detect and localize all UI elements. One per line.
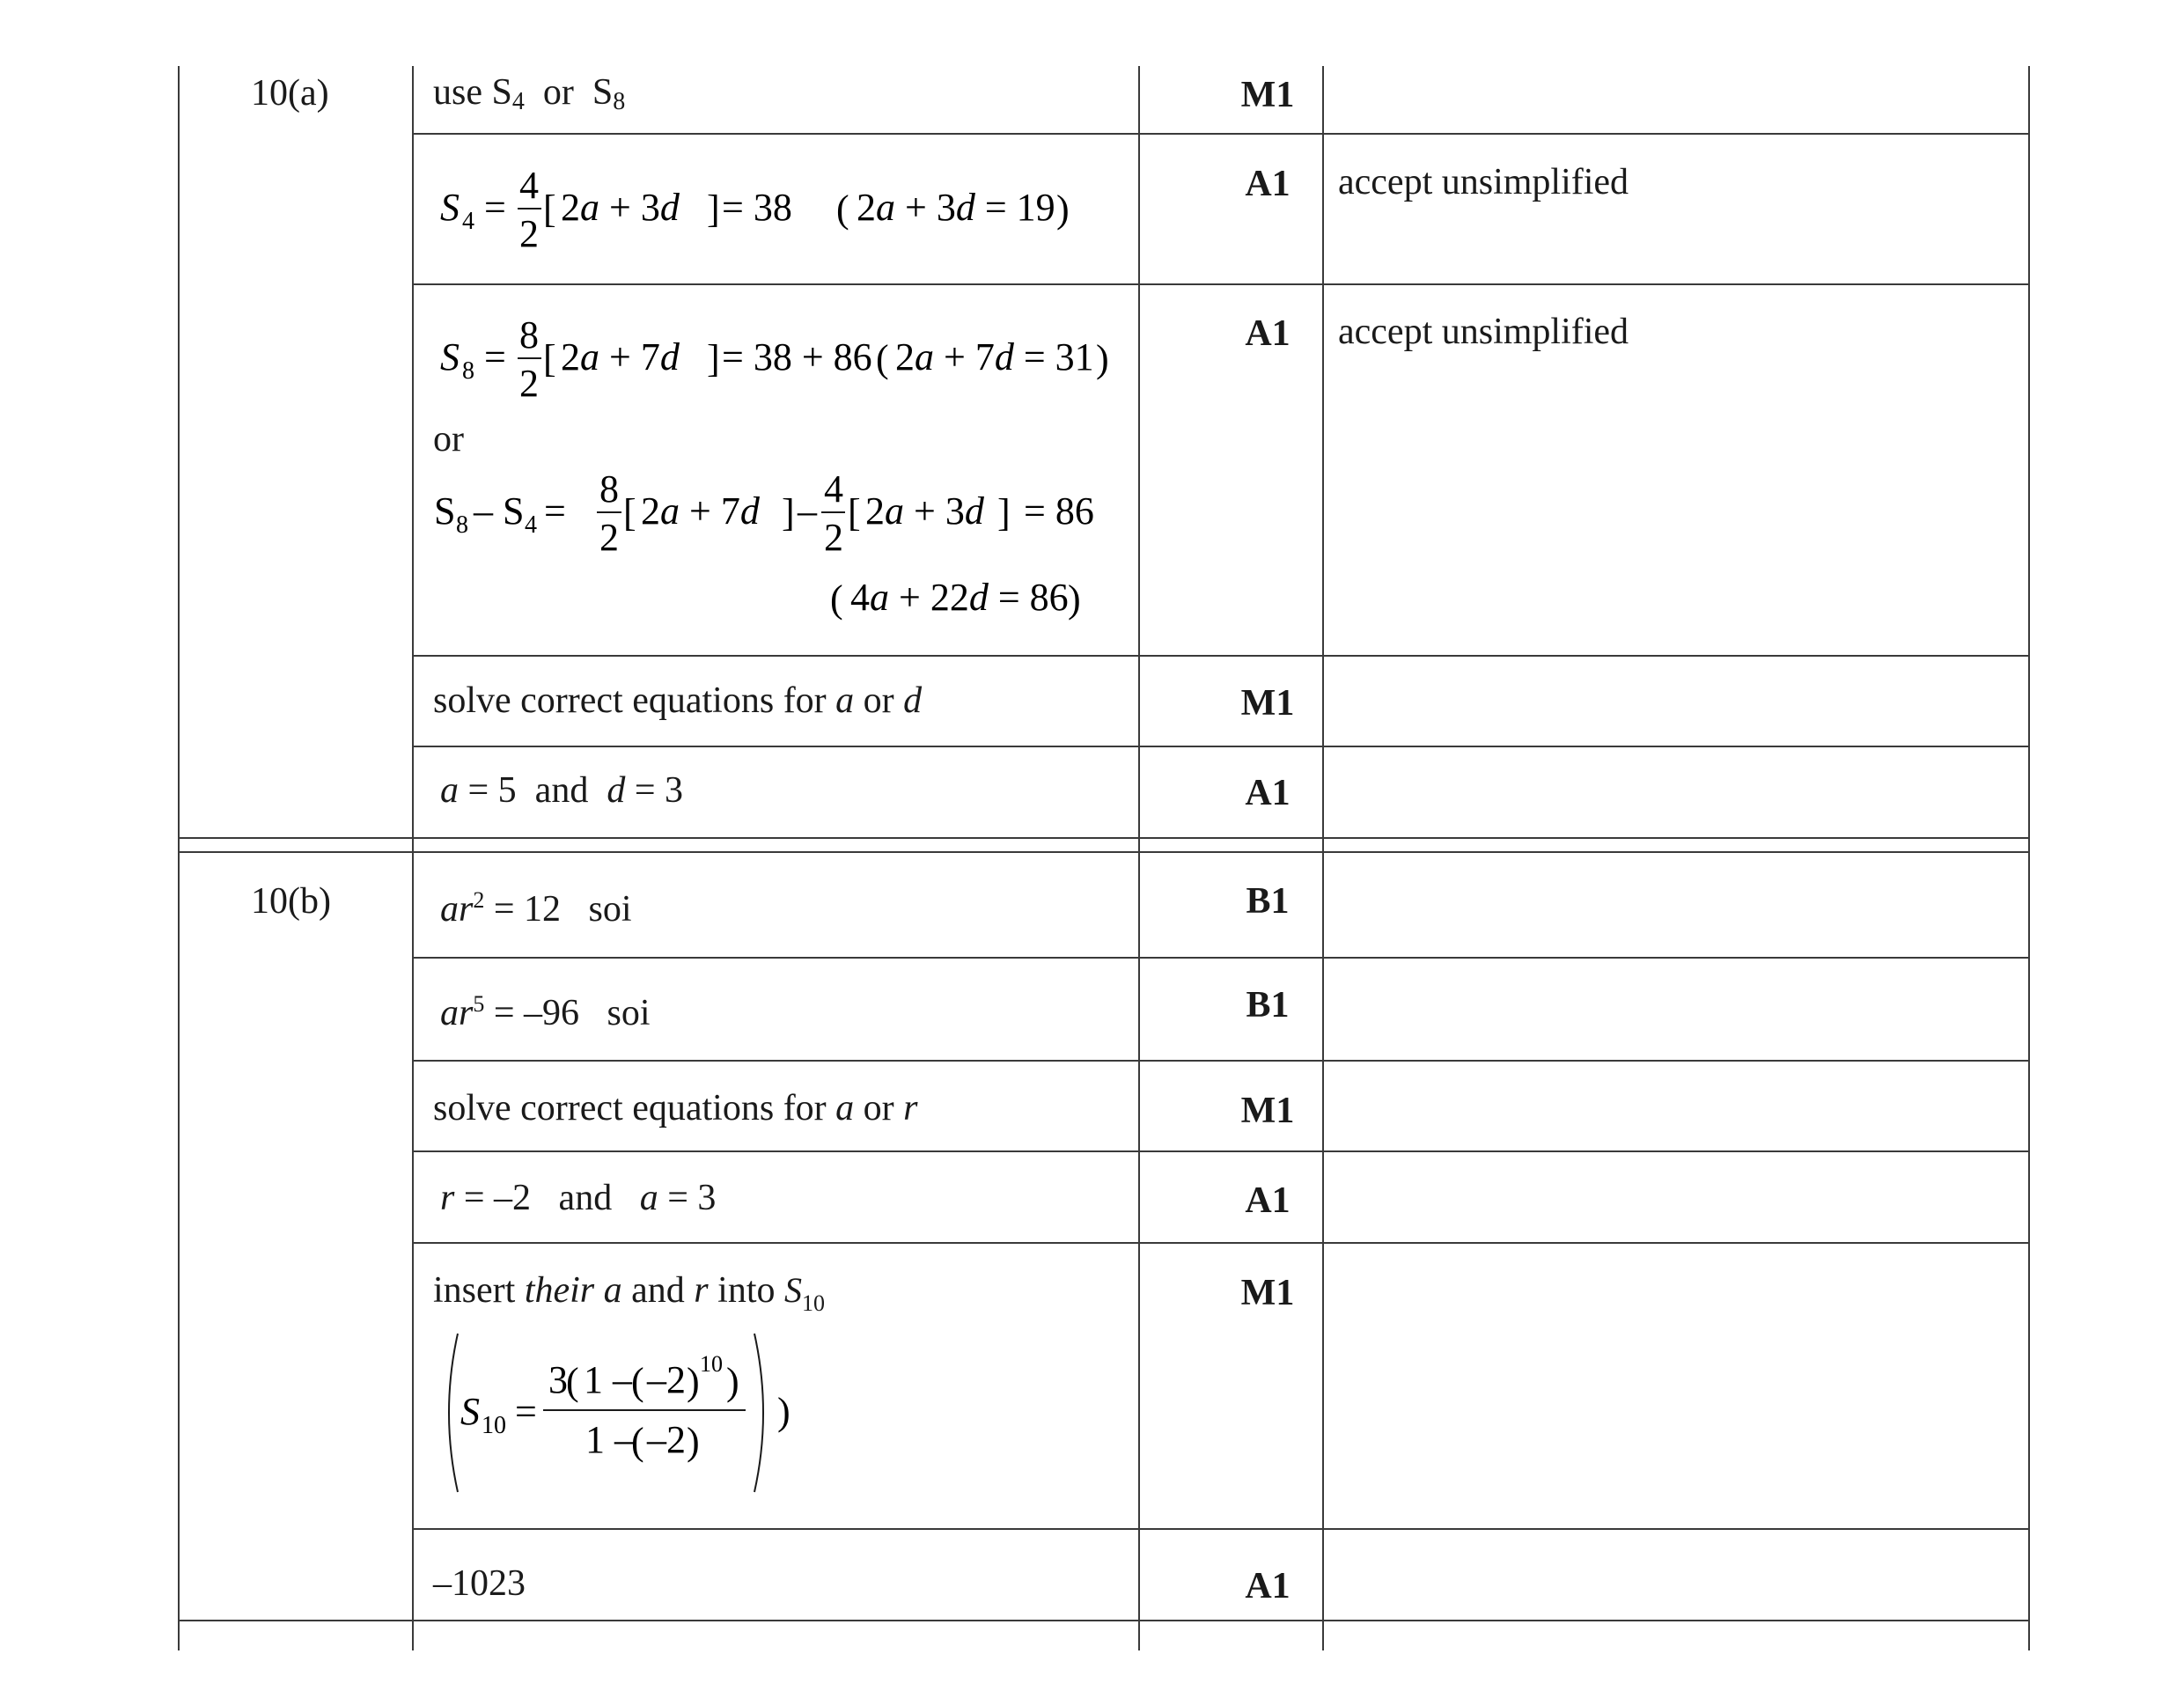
- equation-s8-minus-s4: [430, 462, 1125, 638]
- row-divider: [412, 655, 2030, 657]
- section-separator-top: [178, 837, 2030, 839]
- svg-text:): ): [726, 1360, 739, 1403]
- svg-text:(: (: [631, 1420, 644, 1463]
- answer-insert-their-a-r: insert their a and r into $S_{10}$: [433, 1270, 825, 1316]
- svg-text:): ): [1068, 577, 1081, 621]
- svg-text:– S: – S: [474, 489, 525, 533]
- note-accept-unsimplified: accept unsimplified: [1338, 312, 1629, 352]
- svg-text:3: 3: [548, 1358, 568, 1401]
- table-bottom-line: [178, 1620, 2030, 1621]
- table-border-left-a: [178, 66, 180, 848]
- svg-text:= 38 + 86: = 38 + 86: [722, 335, 872, 379]
- row-divider: [412, 283, 2030, 285]
- svg-text:10: 10: [700, 1351, 723, 1377]
- svg-text:= 86: = 86: [1024, 489, 1094, 533]
- row-divider: [412, 746, 2030, 747]
- row-divider: [412, 1150, 2030, 1152]
- svg-text:1 –: 1 –: [585, 1418, 634, 1461]
- svg-text:2a + 3d: 2a + 3d: [865, 489, 984, 533]
- equation-s10: [436, 1320, 805, 1505]
- question-id-10a: 10(a): [251, 73, 329, 114]
- row-divider: [412, 133, 2030, 135]
- svg-text:): ): [1056, 187, 1070, 231]
- bottom-stub: [178, 1620, 180, 1644]
- or-label: or: [433, 419, 464, 459]
- bottom-stub: [2028, 1620, 2030, 1644]
- svg-text:2a + 7d: 2a + 7d: [561, 335, 680, 379]
- svg-text:S: S: [460, 1390, 480, 1433]
- row-divider: [412, 1060, 2030, 1062]
- svg-text:4: 4: [519, 164, 539, 207]
- answer-minus-1023: –1023: [433, 1563, 526, 1604]
- svg-text:[: [: [623, 491, 636, 534]
- svg-text:S: S: [434, 489, 456, 533]
- svg-text:(: (: [836, 187, 849, 231]
- svg-text:4: 4: [824, 467, 843, 511]
- svg-text:): ): [1096, 337, 1109, 380]
- svg-text:): ): [687, 1420, 700, 1463]
- svg-text:–2: –2: [647, 1418, 686, 1461]
- table-col-divider-a1: [412, 66, 414, 848]
- note-accept-unsimplified: accept unsimplified: [1338, 162, 1629, 202]
- svg-text:(: (: [830, 577, 843, 621]
- svg-text:8: 8: [599, 467, 619, 511]
- mark-m1: M1: [1240, 683, 1295, 724]
- equation-s4: [436, 158, 1122, 264]
- section-separator-bottom: [178, 851, 2030, 853]
- svg-text:2a + 7d: 2a + 7d: [641, 489, 760, 533]
- svg-text:2: 2: [824, 516, 843, 559]
- svg-text:=: =: [484, 335, 506, 379]
- mark-m1: M1: [1240, 1273, 1295, 1313]
- mark-a1: A1: [1245, 1566, 1291, 1606]
- answer-solve-equations-a-d: solve correct equations for a or d: [433, 680, 923, 721]
- svg-text:2a + 3d: 2a + 3d: [561, 186, 680, 229]
- bottom-stub: [1138, 1620, 1140, 1644]
- svg-text:–: –: [798, 489, 817, 533]
- svg-text:4: 4: [462, 208, 474, 235]
- svg-text:2: 2: [519, 362, 539, 405]
- svg-text:(: (: [876, 337, 889, 380]
- table-col-divider-b1: [412, 848, 414, 1650]
- answer-a-5-d-3: a = 5 and d = 3: [440, 770, 684, 811]
- bottom-stub: [1322, 1620, 1324, 1644]
- svg-text:S: S: [440, 335, 460, 379]
- equation-s8: [436, 308, 1131, 414]
- mark-b1: B1: [1246, 985, 1290, 1025]
- table-border-right-a: [2028, 66, 2030, 848]
- mark-a1: A1: [1245, 313, 1291, 354]
- svg-text:]: ]: [707, 337, 720, 380]
- svg-text:10: 10: [482, 1412, 506, 1439]
- table-col-divider-b3: [1322, 848, 1324, 1650]
- svg-text:(: (: [566, 1360, 579, 1403]
- svg-text:4a + 22d = 86: 4a + 22d = 86: [850, 576, 1069, 619]
- svg-text:): ): [777, 1390, 791, 1433]
- svg-text:2a + 3d = 19: 2a + 3d = 19: [857, 186, 1055, 229]
- svg-text:2a + 7d = 31: 2a + 7d = 31: [895, 335, 1094, 379]
- svg-text:2: 2: [599, 516, 619, 559]
- svg-text:–2: –2: [647, 1358, 686, 1401]
- answer-use-s4-or-s8: use $S_4$ or $S_8$: [433, 72, 626, 115]
- mark-m1: M1: [1240, 1091, 1295, 1131]
- mark-a1: A1: [1245, 1180, 1291, 1221]
- svg-text:]: ]: [997, 491, 1011, 534]
- svg-text:=: =: [515, 1390, 537, 1433]
- svg-text:(: (: [631, 1360, 644, 1403]
- svg-text:[: [: [543, 187, 556, 231]
- question-id-10b: 10(b): [251, 881, 331, 922]
- svg-text:8: 8: [519, 313, 539, 357]
- svg-text:[: [: [848, 491, 861, 534]
- row-divider: [412, 957, 2030, 959]
- svg-text:]: ]: [707, 187, 720, 231]
- table-col-divider-b2: [1138, 848, 1140, 1650]
- svg-text:[: [: [543, 337, 556, 380]
- answer-ar2-12: $ar^2 = 12$ soi: [440, 887, 632, 930]
- mark-m1: M1: [1240, 75, 1295, 115]
- bottom-stub: [412, 1620, 414, 1644]
- svg-text:= 38: = 38: [722, 186, 792, 229]
- svg-text:8: 8: [462, 357, 474, 385]
- row-divider: [412, 1528, 2030, 1530]
- table-border-left-b: [178, 848, 180, 1650]
- svg-text:=: =: [484, 186, 506, 229]
- row-divider: [412, 1242, 2030, 1244]
- answer-r-minus2-a-3: r = –2 and a = 3: [440, 1178, 717, 1218]
- mark-a1: A1: [1245, 773, 1291, 813]
- svg-text:=: =: [544, 489, 566, 533]
- svg-text:]: ]: [782, 491, 795, 534]
- svg-text:8: 8: [456, 511, 468, 539]
- svg-text:4: 4: [525, 511, 537, 539]
- answer-solve-equations-a-r: solve correct equations for a or r: [433, 1088, 918, 1128]
- svg-text:): ): [687, 1360, 700, 1403]
- table-col-divider-a2: [1138, 66, 1140, 848]
- svg-text:S: S: [440, 186, 460, 229]
- table-border-right-b: [2028, 848, 2030, 1650]
- mark-b1: B1: [1246, 881, 1290, 922]
- svg-text:1 –: 1 –: [584, 1358, 632, 1401]
- answer-ar5-minus-96: $ar^5 = -96$ soi: [440, 991, 651, 1033]
- svg-text:2: 2: [519, 212, 539, 255]
- mark-a1: A1: [1245, 164, 1291, 204]
